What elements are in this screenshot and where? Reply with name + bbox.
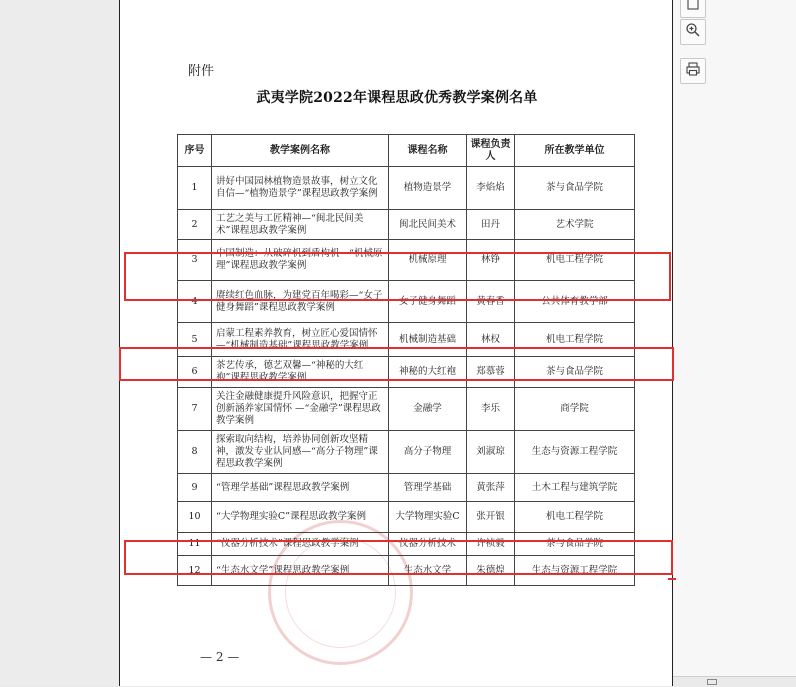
cell-course: 管理学基础 — [389, 474, 467, 502]
header-unit: 所在教学单位 — [515, 135, 635, 167]
cell-index: 8 — [178, 431, 212, 474]
cell-course: 高分子物理 — [389, 431, 467, 474]
table-row — [178, 210, 635, 240]
cell-course: 神秘的大红袍 — [389, 357, 467, 388]
table-row — [178, 533, 635, 556]
cell-unit: 机电工程学院 — [515, 323, 635, 357]
cell-unit: 生态与资源工程学院 — [515, 556, 635, 586]
fit-page-icon — [686, 0, 700, 15]
document-page — [119, 0, 673, 686]
table-row — [178, 167, 635, 210]
cell-lead: 李乐 — [467, 388, 515, 431]
header-lead: 课程负责人 — [467, 135, 515, 167]
fit-page-button[interactable] — [680, 0, 706, 18]
table-row — [178, 357, 635, 388]
cell-index: 4 — [178, 281, 212, 323]
cell-course: 仪器分析技术 — [389, 533, 467, 556]
cell-course: 闽北民间美术 — [389, 210, 467, 240]
table-row — [178, 556, 635, 586]
cell-course: 机械原理 — [389, 240, 467, 281]
cell-index: 1 — [178, 167, 212, 210]
table-row — [178, 240, 635, 281]
cell-index: 2 — [178, 210, 212, 240]
cell-index: 10 — [178, 502, 212, 533]
left-gutter — [0, 0, 119, 686]
cell-course: 植物造景学 — [389, 167, 467, 210]
page-number: — 2 — — [200, 650, 240, 664]
zoom-in-button[interactable] — [680, 19, 706, 45]
cell-course: 女子健身舞蹈 — [389, 281, 467, 323]
cell-case-name: 中国制造：从破碎机到盾构机—“机械原理”课程思政教学案例 — [212, 240, 389, 281]
cell-case-name: “管理学基础”课程思政教学案例 — [212, 474, 389, 502]
cell-unit: 茶与食品学院 — [515, 167, 635, 210]
status-bar — [673, 676, 796, 687]
view-mode-icon[interactable] — [707, 679, 717, 685]
cell-index: 12 — [178, 556, 212, 586]
cell-case-name: 启蒙工程素养教育，树立匠心爱国情怀—“机械制造基础”课程思政教学案例 — [212, 323, 389, 357]
cell-lead: 张开银 — [467, 502, 515, 533]
cell-lead: 许祯毅 — [467, 533, 515, 556]
cell-lead: 林铮 — [467, 240, 515, 281]
cell-case-name: 关注金融健康提升风险意识，把握守正创新涵养家国情怀 —“金融学”课程思政教学案例 — [212, 388, 389, 431]
cell-unit: 茶与食品学院 — [515, 533, 635, 556]
table-row — [178, 281, 635, 323]
cell-unit: 商学院 — [515, 388, 635, 431]
cell-course: 机械制造基础 — [389, 323, 467, 357]
highlight-tick — [668, 578, 676, 580]
table-body — [178, 167, 635, 586]
header-case-name: 教学案例名称 — [212, 135, 389, 167]
tool-panel — [673, 0, 796, 686]
cell-case-name: 探索取向结构，培养协同创新攻坚精神，激发专业认同感—“高分子物理”课程思政教学案例 — [212, 431, 389, 474]
table-row — [178, 502, 635, 533]
zoom-in-icon — [685, 22, 701, 42]
cell-lead: 林权 — [467, 323, 515, 357]
document-title: 武夷学院2022年课程思政优秀教学案例名单 — [256, 90, 538, 106]
cell-unit: 机电工程学院 — [515, 240, 635, 281]
cell-unit: 公共体育教学部 — [515, 281, 635, 323]
table-row — [178, 388, 635, 431]
case-list-table — [177, 134, 635, 586]
table-row — [178, 323, 635, 357]
cell-unit: 土木工程与建筑学院 — [515, 474, 635, 502]
cell-unit: 艺术学院 — [515, 210, 635, 240]
cell-case-name: “仪器分析技术”课程思政教学案例 — [212, 533, 389, 556]
cell-course: 大学物理实验C — [389, 502, 467, 533]
header-index: 序号 — [178, 135, 212, 167]
cell-index: 9 — [178, 474, 212, 502]
cell-unit: 生态与资源工程学院 — [515, 431, 635, 474]
cell-lead: 刘淑琼 — [467, 431, 515, 474]
table-row — [178, 474, 635, 502]
cell-case-name: 茶艺传承，德艺双馨—“神秘的大红袍”课程思政教学案例 — [212, 357, 389, 388]
cell-lead: 田丹 — [467, 210, 515, 240]
cell-case-name: 工艺之美与工匠精神—“闽北民间美术”课程思政教学案例 — [212, 210, 389, 240]
print-button[interactable] — [680, 58, 706, 84]
cell-case-name: 讲好中国园林植物造景故事，树立文化自信—“植物造景学”课程思政教学案例 — [212, 167, 389, 210]
cell-index: 11 — [178, 533, 212, 556]
cell-index: 5 — [178, 323, 212, 357]
cell-course: 生态水文学 — [389, 556, 467, 586]
cell-lead: 黄张萍 — [467, 474, 515, 502]
cell-index: 6 — [178, 357, 212, 388]
table-header-row — [178, 135, 635, 167]
cell-index: 3 — [178, 240, 212, 281]
cell-unit: 茶与食品学院 — [515, 357, 635, 388]
cell-index: 7 — [178, 388, 212, 431]
cell-case-name: 赓续红色血脉，为建党百年喝彩—“女子健身舞蹈”课程思政教学案例 — [212, 281, 389, 323]
cell-course: 金融学 — [389, 388, 467, 431]
cell-unit: 机电工程学院 — [515, 502, 635, 533]
cell-lead: 李焰焰 — [467, 167, 515, 210]
cell-case-name: “生态水文学”课程思政教学案例 — [212, 556, 389, 586]
cell-lead: 郑慕蓉 — [467, 357, 515, 388]
table-row — [178, 431, 635, 474]
header-course: 课程名称 — [389, 135, 467, 167]
cell-lead: 黄春香 — [467, 281, 515, 323]
attachment-label: 附件 — [188, 64, 215, 79]
cell-lead: 朱德煌 — [467, 556, 515, 586]
cell-case-name: “大学物理实验C”课程思政教学案例 — [212, 502, 389, 533]
print-icon — [685, 61, 701, 81]
